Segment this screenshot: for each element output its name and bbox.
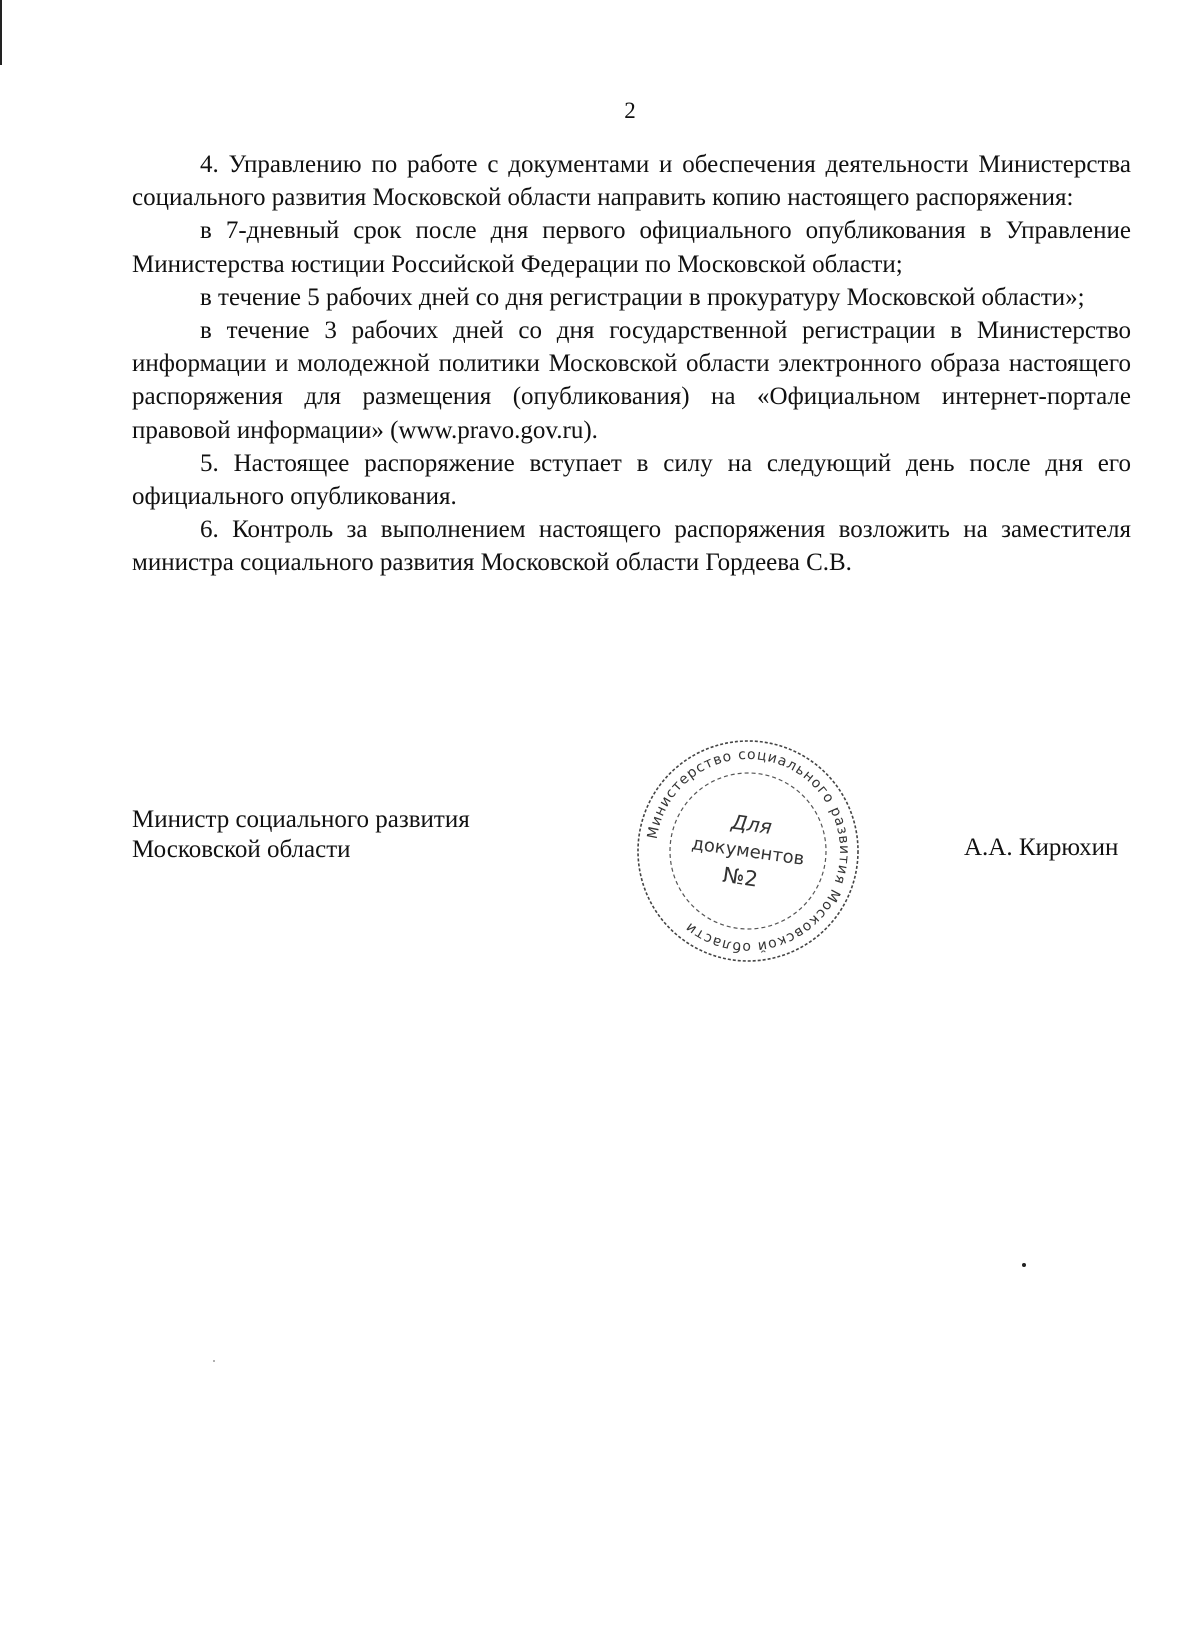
official-seal <box>632 735 864 967</box>
seal-center-line-1: Для <box>730 809 774 839</box>
seal-center-line-2: документов <box>690 833 806 870</box>
paragraph-4-item-1: в 7-дневный срок после дня первого официального опубликования в Управление Министерства юстиции Российской Федерации по Московской области; <box>132 217 1131 278</box>
signatory-title <box>132 805 470 865</box>
document-body <box>132 148 1131 580</box>
signatory-title-line-1: Министр социального развития <box>132 806 470 833</box>
signatory-title-line-2: Московской области <box>132 836 351 863</box>
seal-ring-text: Министерство социального развития Московской области <box>644 746 853 956</box>
scan-speck <box>213 1360 215 1362</box>
scan-edge-mark <box>0 0 2 65</box>
paragraph-6: 6. Контроль за выполнением настоящего распоряжения возложить на заместителя министра социального развития Московской области Гордеева С.В. <box>132 516 1131 577</box>
seal-center-line-3: №2 <box>721 862 760 892</box>
paragraph-4: 4. Управлению по работе с документами и обеспечения деятельности Министерства социального развития Московской области направить копию настоящего распоряжения: <box>132 151 1131 212</box>
scan-speck <box>1022 1263 1026 1267</box>
paragraph-4-item-3: в течение 3 рабочих дней со дня государственной регистрации в Министерство информации и молодежной политики Московской области электронного образа настоящего распоряжения для размещения (опубликования) на «Официальном интернет-портале правовой информации» (www.pravo.gov.ru). <box>132 317 1131 444</box>
signatory-name: А.А. Кирюхин <box>964 834 1119 861</box>
page-number: 2 <box>624 98 636 123</box>
paragraph-5: 5. Настоящее распоряжение вступает в силу на следующий день после дня его официального опубликования. <box>132 449 1131 511</box>
paragraph-4-item-2: в течение 5 рабочих дней со дня регистрации в прокуратуру Московской области»; <box>200 283 1085 311</box>
